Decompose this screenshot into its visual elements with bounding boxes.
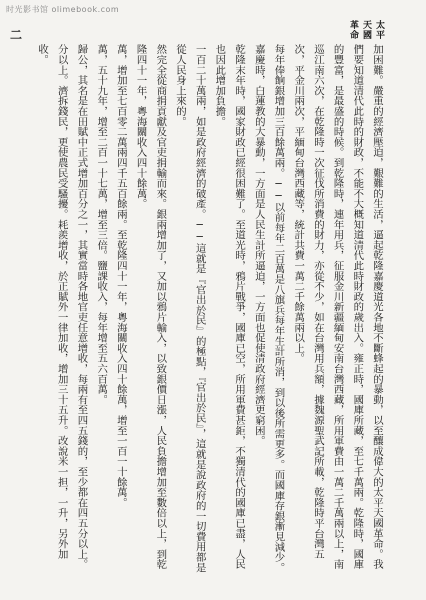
paragraph-5: 然完全從商捐貢獻及官吏捐輸而來。銀兩增加了，又加以鴉片輸入，以致銀價日漲，人民負擔增加至數倍以上，到乾隆四十一年，粵海關收入四十餘萬。 [134,44,167,570]
page-number: 二 [10,28,23,42]
watermark: 时光影书馆 olimebook.com [6,5,120,14]
page-header [0,20,426,42]
paragraph-6: 萬，增加至七百零二萬兩四千五百餘兩。至乾隆四十一年，粵海關收入四十餘萬，增至一百一十餘萬。 [114,44,127,508]
paragraph-3: 乾隆末年時，國家財政已經很困難了。至道光時，鴉片戰爭，國庫已空，所用軍費甚鉅，不獨清代的國庫已盡，人民也因此增加負擔。 [213,44,246,570]
paragraph-8: 歸公，其名是在田賦中正式增加百分之一，其實當時各地官吏任意增收，每兩有至四五錢的，至少都在四五分以上。 [75,44,88,570]
paragraph-1: 加困難。嚴重的經濟壓迫，艱難的生活，逼起乾隆嘉慶道光各地不斷蜂起的暴動，以至釀成偉大的太平天國革命。我們要知道清代此時的財政，不能不大概知道清代此時財政的歲出入。雍正時，國庫所藏，至七千萬兩。乾隆時，國庫的豐富，是最盛的時候。到乾隆時，連年用兵，征服金川新疆緬甸安南台灣西藏，所用軍費由一萬二千萬兩以上，南巡江南六次，在乾隆時一次征伐所消費的財力，亦從不少，如在台灣用兵額，據魏源聖武記所載，乾隆時平台灣五次，平金川兩次，平緬甸台灣西藏等，統計共費一萬二千餘萬兩以上。 [292,44,383,570]
paragraph-9: 分以上。濟拆錢民，更使農民受騷擾。耗羨增收，於正賦外一律加收，增加三十五升。改說米一担，一升，另外加收。 [36,44,68,560]
paragraph-2: 每年俸餉銀增加三百餘萬兩。──以前每年二百萬是八旗兵每年生計所消，到以後所需更多。而國庫存銀漸見減少。嘉慶時，白蓮教的大暴動，一方面是人民生計所逼迫，一方面也促使清政府經濟更窮困。 [252,44,285,573]
running-title: 太平天國革命 [348,20,384,40]
body-text [36,44,386,574]
paragraph-4: 一百二十萬兩，如是政府經濟的破產。──這就是『官出於民』的極點，『官出於民』，這就是說政府的一切費用都是從人民身上來的。 [173,44,206,573]
paragraph-7: 萬，五十九年，增至二百一十七萬，增至三倍。鹽課收入，每年增至五六百萬。 [95,44,108,405]
